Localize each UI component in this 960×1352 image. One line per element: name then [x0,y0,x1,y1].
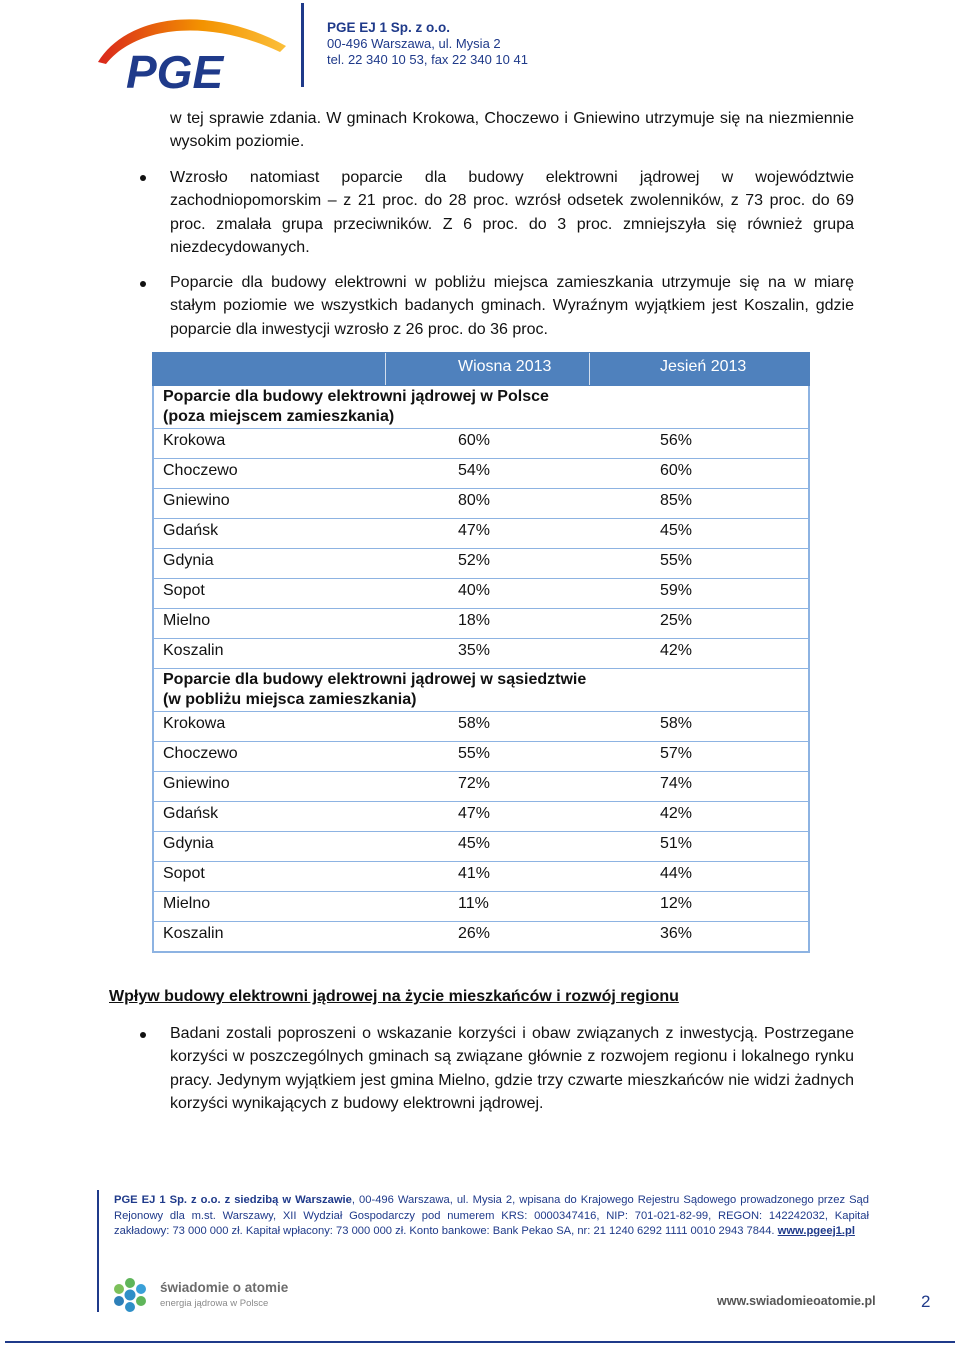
table-row [154,772,808,802]
campaign-logo [110,1276,290,1314]
section-title [163,387,549,427]
campaign-title: świadomie o atomie [160,1280,289,1295]
table-row [154,489,808,519]
cell-spring: 55% [458,745,491,762]
cell-autumn: 57% [660,745,693,762]
cell-place: Gdynia [163,835,214,852]
table-row [154,712,808,742]
cell-autumn: 74% [660,775,693,792]
cell-autumn: 51% [660,835,693,852]
company-address: 00-496 Warszawa, ul. Mysia 2 [327,36,501,51]
cell-spring: 40% [458,582,491,599]
company-name: PGE EJ 1 Sp. z o.o. [327,20,451,35]
section-title-line2: (w pobliżu miejsca zamieszkania) [163,691,417,708]
table-row [154,549,808,579]
cell-autumn: 42% [660,805,693,822]
section-title-line2: (poza miejscem zamieszkania) [163,408,395,425]
table-row [154,802,808,832]
cell-place: Gniewino [163,492,230,509]
cell-autumn: 44% [660,865,693,882]
column-header-spring: Wiosna 2013 [458,358,552,375]
cell-spring: 35% [458,642,491,659]
atom-icon [110,1276,150,1314]
cell-place: Gdańsk [163,522,219,539]
table-row [154,429,808,459]
cell-autumn: 59% [660,582,693,599]
cell-place: Koszalin [163,925,224,942]
cell-place: Sopot [163,865,205,882]
cell-place: Gdańsk [163,805,219,822]
table-row [154,892,808,922]
cell-autumn: 60% [660,462,693,479]
cell-place: Koszalin [163,642,224,659]
cell-place: Gniewino [163,775,230,792]
cell-autumn: 58% [660,715,693,732]
table-body [152,386,810,953]
page-number: 2 [921,1292,931,1311]
support-table [152,352,810,953]
table-row [154,742,808,772]
pge-logo-graphic [96,6,296,92]
cell-spring: 60% [458,432,491,449]
logo-text: PGE [126,46,224,92]
column-header-autumn: Jesień 2013 [660,358,747,375]
table-row [154,862,808,892]
cell-place: Krokowa [163,432,226,449]
cell-spring: 52% [458,552,491,569]
cell-place: Krokowa [163,715,226,732]
cell-autumn: 36% [660,925,693,942]
section-title-line1: Poparcie dla budowy elektrowni jądrowej w sąsiedztwie [163,671,587,688]
paragraph-zachodniopomorskie: Wzrosło natomiast poparcie dla budowy elektrowni jądrowej w województwie zachodniopomorskim – z 21 proc. do 28 proc. wzrósł odsetek zwolenników, z 73 proc. do 69 proc. zmalała grupa przeciwników. Z 6 proc. do 3 proc. zmniejszyła się również grupa niezdecydowanych. [170,169,854,257]
table-row [154,519,808,549]
table-row [154,609,808,639]
table-row [154,639,808,669]
pge-logo [96,6,296,92]
header-separator [589,353,590,385]
footer-divider [97,1190,99,1312]
cell-spring: 58% [458,715,491,732]
cell-spring: 45% [458,835,491,852]
paragraph-benefits: Badani zostali poproszeni o wskazanie korzyści i obaw związanych z inwestycją. Postrzegane korzyści w poszczególnych gminach są związane głównie z rozwojem regionu i lokalnego rynku pracy. Jedynym wyjątkiem jest gmina Mielno, gdzie trzy czwarte mieszkańców nie widzi żadnych korzyści wynikających z budowy elektrowni jądrowej. [170,1025,854,1113]
cell-place: Mielno [163,895,211,912]
bottom-rule [5,1341,955,1343]
paragraph-neighbourhood-support: Poparcie dla budowy elektrowni w pobliżu miejsca zamieszkania utrzymuje się na w miarę stałym poziomie we wszystkich badanych gminach. Wyraźnym wyjątkiem jest Koszalin, gdzie poparcie dla inwestycji wzrosło z 26 proc. do 36 proc. [170,274,854,338]
cell-place: Gdynia [163,552,214,569]
cell-spring: 47% [458,805,491,822]
cell-autumn: 45% [660,522,693,539]
section-heading-poland [154,386,808,429]
cell-spring: 26% [458,925,491,942]
cell-spring: 80% [458,492,491,509]
cell-spring: 47% [458,522,491,539]
cell-autumn: 55% [660,552,693,569]
company-info [327,20,528,68]
section-title-line1: Poparcie dla budowy elektrowni jądrowej w Polsce [163,388,549,405]
table-row [154,832,808,862]
bullet-icon [140,175,146,181]
cell-autumn: 42% [660,642,693,659]
legal-notice [114,1193,869,1240]
cell-autumn: 25% [660,612,693,629]
campaign-subtitle: energia jądrowa w Polsce [160,1298,269,1309]
table-row [154,459,808,489]
website-link[interactable]: www.pgeej1.pl [777,1225,855,1238]
table-header [152,352,810,386]
cell-place: Choczewo [163,745,238,762]
cell-spring: 11% [458,895,489,912]
cell-spring: 54% [458,462,491,479]
table-row [154,922,808,951]
bullet-icon [140,1032,146,1038]
cell-place: Choczewo [163,462,238,479]
cell-autumn: 56% [660,432,693,449]
legal-text: , 00-496 Warszawa, ul. Mysia 2, wpisana do Krajowego Rejestru Sądowego prowadzonego przez Sąd Rejonowy dla m.st. Warszawy, XII Wydział Gospodarczy pod numerem KRS: 0000347416, NIP: 701-021-82-99, REGON: 142242032, Kapitał zakładowy: 73 000 000 zł. Kapitał wpłacony: 73 000 000 zł. Konto bankowe: Bank Pekao SA, nr: 21 1240 6292 1111 0010 2943 7844. [114,1194,869,1238]
header-separator [385,353,386,385]
campaign-url[interactable]: www.swiadomieoatomie.pl [717,1294,876,1308]
paragraph-continued: w tej sprawie zdania. W gminach Krokowa, Choczewo i Gniewino utrzymuje się na niezmiennie wysokim poziomie. [170,110,854,151]
cell-autumn: 85% [660,492,693,509]
bullet-icon [140,281,146,287]
cell-spring: 41% [458,865,491,882]
cell-spring: 18% [458,612,491,629]
cell-place: Mielno [163,612,211,629]
company-phone: tel. 22 340 10 53, fax 22 340 10 41 [327,52,528,67]
legal-company-name: PGE EJ 1 Sp. z o.o. z siedzibą w Warszawie [114,1194,352,1206]
cell-spring: 72% [458,775,491,792]
section-heading-neighbourhood [154,669,808,712]
cell-place: Sopot [163,582,205,599]
cell-autumn: 12% [660,895,693,912]
header-divider [301,3,304,87]
section-heading: Wpływ budowy elektrowni jądrowej na życie mieszkańców i rozwój regionu [109,988,679,1005]
table-row [154,579,808,609]
section-title [163,670,586,710]
